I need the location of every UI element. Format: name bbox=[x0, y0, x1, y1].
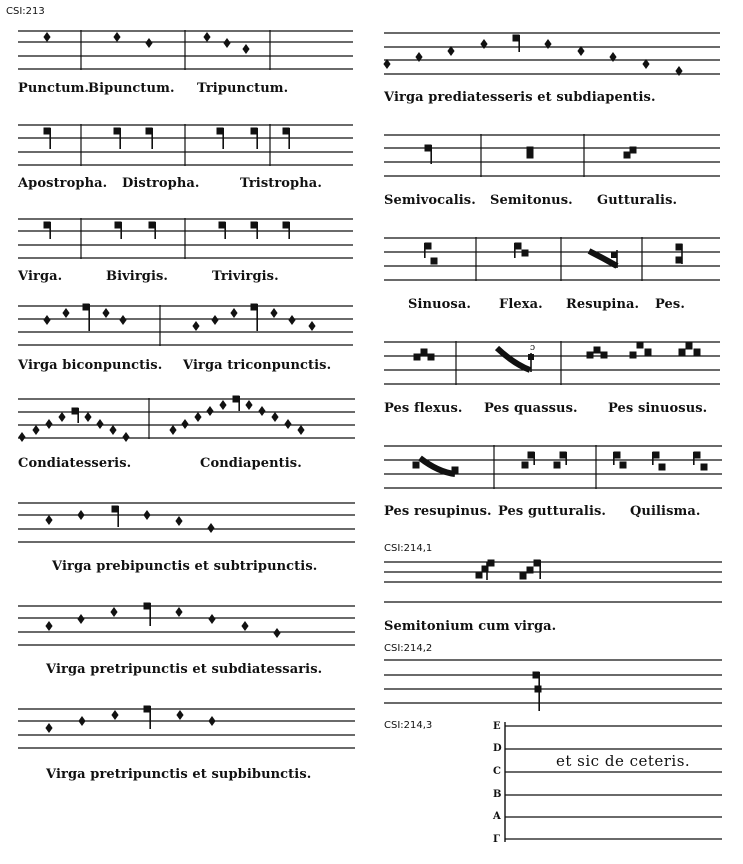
caption-pes-flexus: Pes flexus. bbox=[384, 401, 463, 416]
square-note bbox=[535, 686, 542, 693]
punctum-note bbox=[270, 308, 277, 318]
punctum-note bbox=[119, 315, 126, 325]
ref-csi214-1: CSI:214,1 bbox=[384, 543, 433, 554]
punctum-note bbox=[77, 510, 84, 520]
gamut-inscription: et sic de ceteris. bbox=[556, 752, 691, 770]
caption-virga-biconpunctis: Virga biconpunctis. bbox=[18, 358, 163, 373]
punctum-note bbox=[207, 523, 214, 533]
caption-pes-gutturalis: Pes gutturalis. bbox=[498, 504, 607, 519]
caption-pes-quassus: Pes quassus. bbox=[484, 401, 578, 416]
punctum-note bbox=[241, 621, 248, 631]
square-note bbox=[421, 349, 428, 356]
caption-pes-resupinus: Pes resupinus. bbox=[384, 504, 492, 519]
square-note bbox=[624, 152, 631, 159]
square-note bbox=[694, 349, 701, 356]
square-note bbox=[679, 349, 686, 356]
punctum-note bbox=[208, 716, 215, 726]
punctum-note bbox=[194, 412, 201, 422]
square-note bbox=[522, 250, 529, 257]
punctum-note bbox=[297, 425, 304, 435]
caption-virga-prediatesseris: Virga prediatesseris et subdiapentis. bbox=[384, 90, 656, 105]
square-note bbox=[522, 462, 529, 469]
punctum-note bbox=[78, 716, 85, 726]
caption-bipunctum: Bipunctum. bbox=[88, 81, 175, 96]
ref-csi213: CSI:213 bbox=[6, 6, 45, 17]
caption-sinuosa: Sinuosa. bbox=[408, 297, 471, 312]
gamut-letter-d: D bbox=[493, 743, 502, 754]
ref-csi214-2: CSI:214,2 bbox=[384, 643, 433, 654]
caption-semitonium-cum-virga: Semitonium cum virga. bbox=[384, 619, 557, 634]
gamut-letter-a: A bbox=[493, 811, 501, 822]
square-note bbox=[413, 462, 420, 469]
square-note bbox=[611, 252, 617, 258]
square-note bbox=[637, 342, 644, 349]
caption-bivirgis: Bivirgis. bbox=[106, 269, 169, 284]
caption-trivirgis: Trivirgis. bbox=[212, 269, 279, 284]
punctum-note bbox=[113, 32, 120, 42]
punctum-note bbox=[245, 400, 252, 410]
punctum-note bbox=[192, 321, 199, 331]
punctum-note bbox=[122, 432, 129, 442]
punctum-note bbox=[96, 419, 103, 429]
punctum-note bbox=[45, 723, 52, 733]
caption-quilisma: Quilisma. bbox=[630, 504, 701, 519]
punctum-note bbox=[242, 44, 249, 54]
punctum-note bbox=[43, 32, 50, 42]
square-note bbox=[701, 464, 708, 471]
caption-semivocalis: Semivocalis. bbox=[384, 193, 476, 208]
punctum-note bbox=[143, 510, 150, 520]
punctum-note bbox=[181, 419, 188, 429]
caption-resupina: Resupina. bbox=[566, 297, 640, 312]
punctum-note bbox=[110, 607, 117, 617]
punctum-note bbox=[109, 425, 116, 435]
square-note bbox=[601, 352, 608, 359]
square-note bbox=[645, 349, 652, 356]
punctum-note bbox=[203, 32, 210, 42]
square-note bbox=[686, 343, 693, 350]
punctum-note bbox=[175, 516, 182, 526]
square-note bbox=[620, 462, 627, 469]
caption-condiatesseris: Condiatesseris. bbox=[18, 456, 132, 471]
square-note bbox=[452, 467, 459, 474]
gamut-letter-c: C bbox=[493, 766, 501, 777]
punctum-note bbox=[45, 621, 52, 631]
punctum-note bbox=[208, 614, 215, 624]
caption-tripunctum: Tripunctum. bbox=[197, 81, 289, 96]
caption-virga-triconpunctis: Virga triconpunctis. bbox=[183, 358, 332, 373]
square-note bbox=[476, 572, 483, 579]
caption-virga-pretripunctis-subdiatessaris: Virga pretripunctis et subdiatessaris. bbox=[46, 662, 323, 677]
punctum-note bbox=[45, 419, 52, 429]
punctum-note bbox=[45, 515, 52, 525]
ref-csi214-3: CSI:214,3 bbox=[384, 720, 433, 731]
punctum-note bbox=[62, 308, 69, 318]
punctum-note bbox=[32, 425, 39, 435]
caption-virga-pretripunctis-supbibunctis: Virga pretripunctis et supbibunctis. bbox=[46, 767, 312, 782]
caption-flexa: Flexa. bbox=[499, 297, 543, 312]
square-note bbox=[528, 354, 534, 360]
ligature-stroke bbox=[497, 348, 530, 370]
caption-tristropha: Tristropha. bbox=[240, 176, 322, 191]
square-note bbox=[527, 567, 534, 574]
punctum-note bbox=[206, 406, 213, 416]
punctum-note bbox=[18, 432, 25, 442]
square-note bbox=[414, 354, 421, 361]
punctum-note bbox=[77, 614, 84, 624]
square-note bbox=[520, 573, 527, 580]
pes-quassus-mark: ɔ bbox=[530, 343, 536, 353]
punctum-note bbox=[284, 419, 291, 429]
square-note bbox=[630, 147, 637, 154]
punctum-note bbox=[230, 308, 237, 318]
caption-apostropha: Apostropha. bbox=[18, 176, 108, 191]
punctum-note bbox=[258, 406, 265, 416]
punctum-note bbox=[219, 400, 226, 410]
punctum-note bbox=[271, 412, 278, 422]
gamut-letter-e: E bbox=[493, 721, 501, 732]
square-note bbox=[659, 464, 666, 471]
square-note bbox=[594, 347, 601, 354]
caption-virga: Virga. bbox=[18, 269, 63, 284]
punctum-note bbox=[288, 315, 295, 325]
punctum-note bbox=[111, 710, 118, 720]
gamut-letter-b: B bbox=[493, 789, 502, 800]
caption-gutturalis: Gutturalis. bbox=[597, 193, 678, 208]
caption-pes-sinuosus: Pes sinuosus. bbox=[608, 401, 708, 416]
punctum-note bbox=[273, 628, 280, 638]
punctum-note bbox=[211, 315, 218, 325]
punctum-note bbox=[175, 607, 182, 617]
square-note bbox=[587, 352, 594, 359]
caption-punctum: Punctum. bbox=[18, 81, 90, 96]
punctum-note bbox=[223, 38, 230, 48]
square-note bbox=[428, 354, 435, 361]
punctum-note bbox=[145, 38, 152, 48]
square-note bbox=[630, 352, 637, 359]
punctum-note bbox=[169, 425, 176, 435]
gamut-letter-gamma: Γ bbox=[493, 834, 501, 845]
caption-distropha: Distropha. bbox=[122, 176, 200, 191]
punctum-note bbox=[84, 412, 91, 422]
punctum-note bbox=[102, 308, 109, 318]
square-note bbox=[488, 560, 495, 567]
punctum-note bbox=[176, 710, 183, 720]
square-note bbox=[431, 258, 438, 265]
punctum-note bbox=[58, 412, 65, 422]
punctum-note bbox=[308, 321, 315, 331]
caption-semitonus: Semitonus. bbox=[490, 193, 573, 208]
punctum-note bbox=[43, 315, 50, 325]
square-note bbox=[554, 462, 561, 469]
square-note bbox=[527, 152, 534, 159]
caption-virga-prebipunctis: Virga prebipunctis et subtripunctis. bbox=[52, 559, 318, 574]
caption-pes: Pes. bbox=[655, 297, 685, 312]
caption-condiapentis: Condiapentis. bbox=[200, 456, 302, 471]
